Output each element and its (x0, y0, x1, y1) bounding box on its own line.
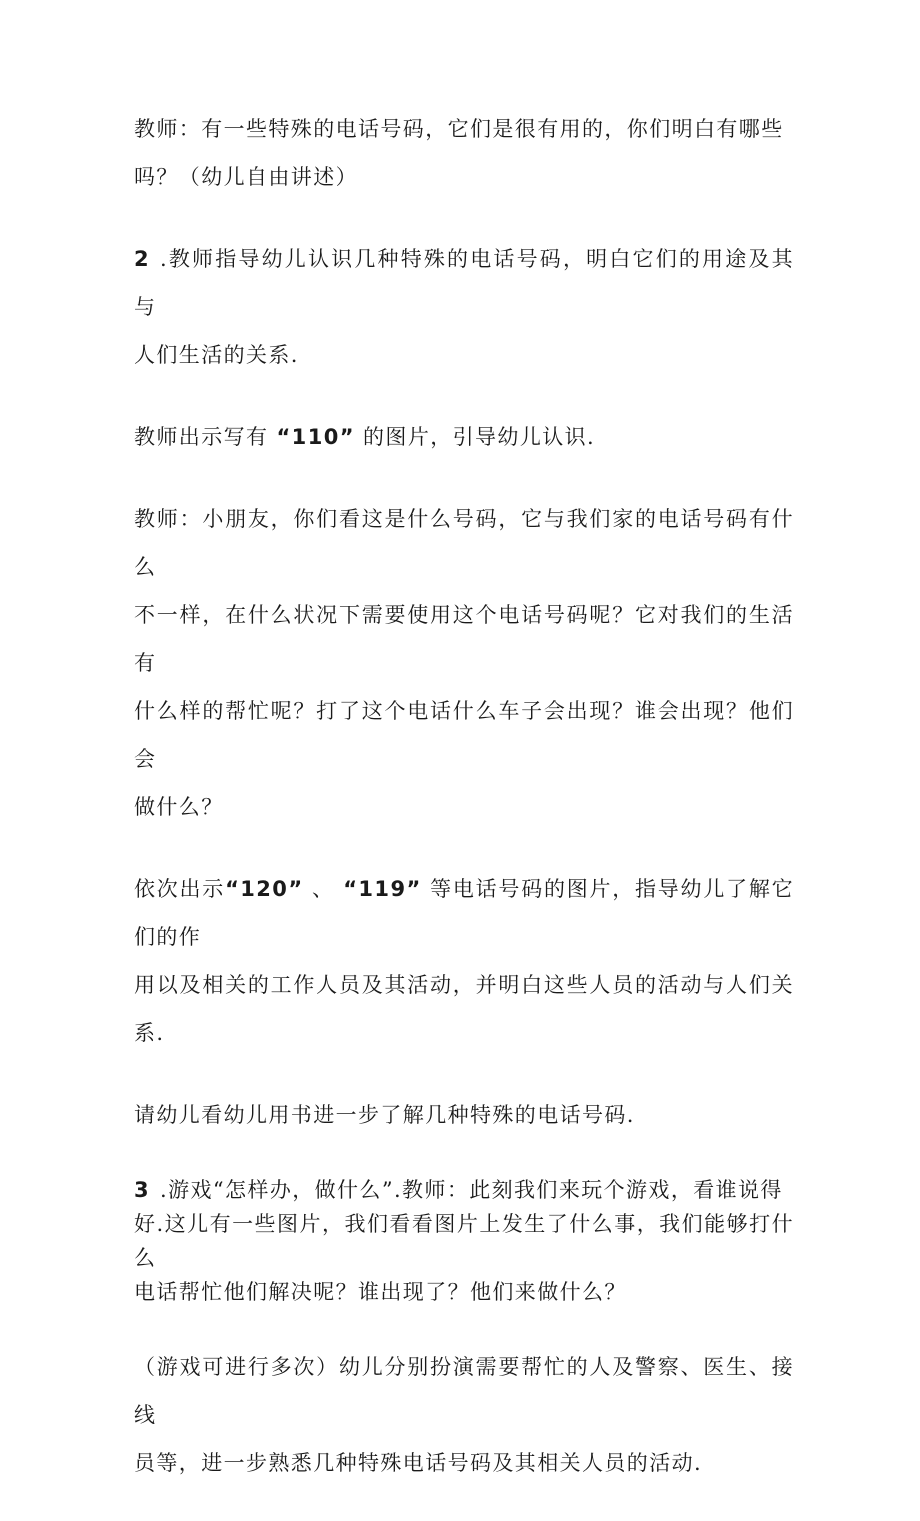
text-segment: 教师出示写有 (134, 425, 269, 449)
text-line: 用以及相关的工作人员及其活动，并明白这些人员的活动与人们关系. (134, 973, 794, 1045)
step-text: .游戏“怎样办，做什么”.教师：此刻我们来玩个游戏，看谁说得 (160, 1178, 783, 1202)
text-segment: 依次出示 (134, 877, 226, 901)
text-line: 教师：有一些特殊的电话号码，它们是很有用的，你们明白有哪些 (134, 117, 784, 141)
phone-number-119: “119” (343, 877, 422, 901)
text-line: 电话帮忙他们解决呢？谁出现了？他们来做什么？ (134, 1280, 627, 1304)
text-line: 好.这儿有一些图片，我们看看图片上发生了什么事，我们能够打什么 (134, 1212, 794, 1270)
text-line: 不一样，在什么状况下需要使用这个电话号码呢？它对我们的生活有 (134, 603, 794, 675)
text-line: 做什么？ (134, 795, 224, 819)
paragraph-show-120-119 (134, 865, 794, 1057)
phone-number-120: “120” (225, 877, 304, 901)
text-segment: 、 (311, 877, 335, 901)
text-line: 请幼儿看幼儿用书进一步了解几种特殊的电话号码. (134, 1103, 635, 1127)
text-line: 什么样的帮忙呢？打了这个电话什么车子会出现？谁会出现？他们会 (134, 699, 794, 771)
paragraph-step-2 (134, 235, 794, 379)
paragraph-teacher-dialogue (134, 495, 794, 831)
text-line (134, 865, 794, 961)
text-line: 教师：小朋友，你们看这是什么号码，它与我们家的电话号码有什么 (134, 507, 794, 579)
paragraph-show-110 (134, 413, 794, 461)
step-text: .教师指导幼儿认识几种特殊的电话号码，明白它们的用途及其与 (134, 247, 794, 319)
text-line (134, 235, 794, 331)
step-number: 2 (134, 247, 151, 271)
text-line: 吗？（幼儿自由讲述） (134, 165, 358, 189)
phone-number-110: “110” (276, 425, 355, 449)
text-segment: 等电话号码的图片，指导幼儿了解它们的作 (134, 877, 795, 949)
text-segment: 的图片，引导幼儿认识. (363, 425, 596, 449)
text-line (134, 413, 794, 461)
paragraph-role-play (134, 1343, 794, 1487)
text-line: 人们生活的关系. (134, 343, 299, 367)
paragraph-step-3 (134, 1173, 794, 1309)
paragraph-teacher-question (134, 105, 794, 201)
document-body (134, 105, 794, 1521)
text-line: （游戏可进行多次）幼儿分别扮演需要帮忙的人及警察、医生、接线 (134, 1355, 794, 1427)
paragraph-children-book (134, 1091, 794, 1139)
step-number: 3 (134, 1178, 151, 1202)
text-line (134, 1173, 794, 1207)
text-line: 员等，进一步熟悉几种特殊电话号码及其相关人员的活动. (134, 1451, 703, 1475)
